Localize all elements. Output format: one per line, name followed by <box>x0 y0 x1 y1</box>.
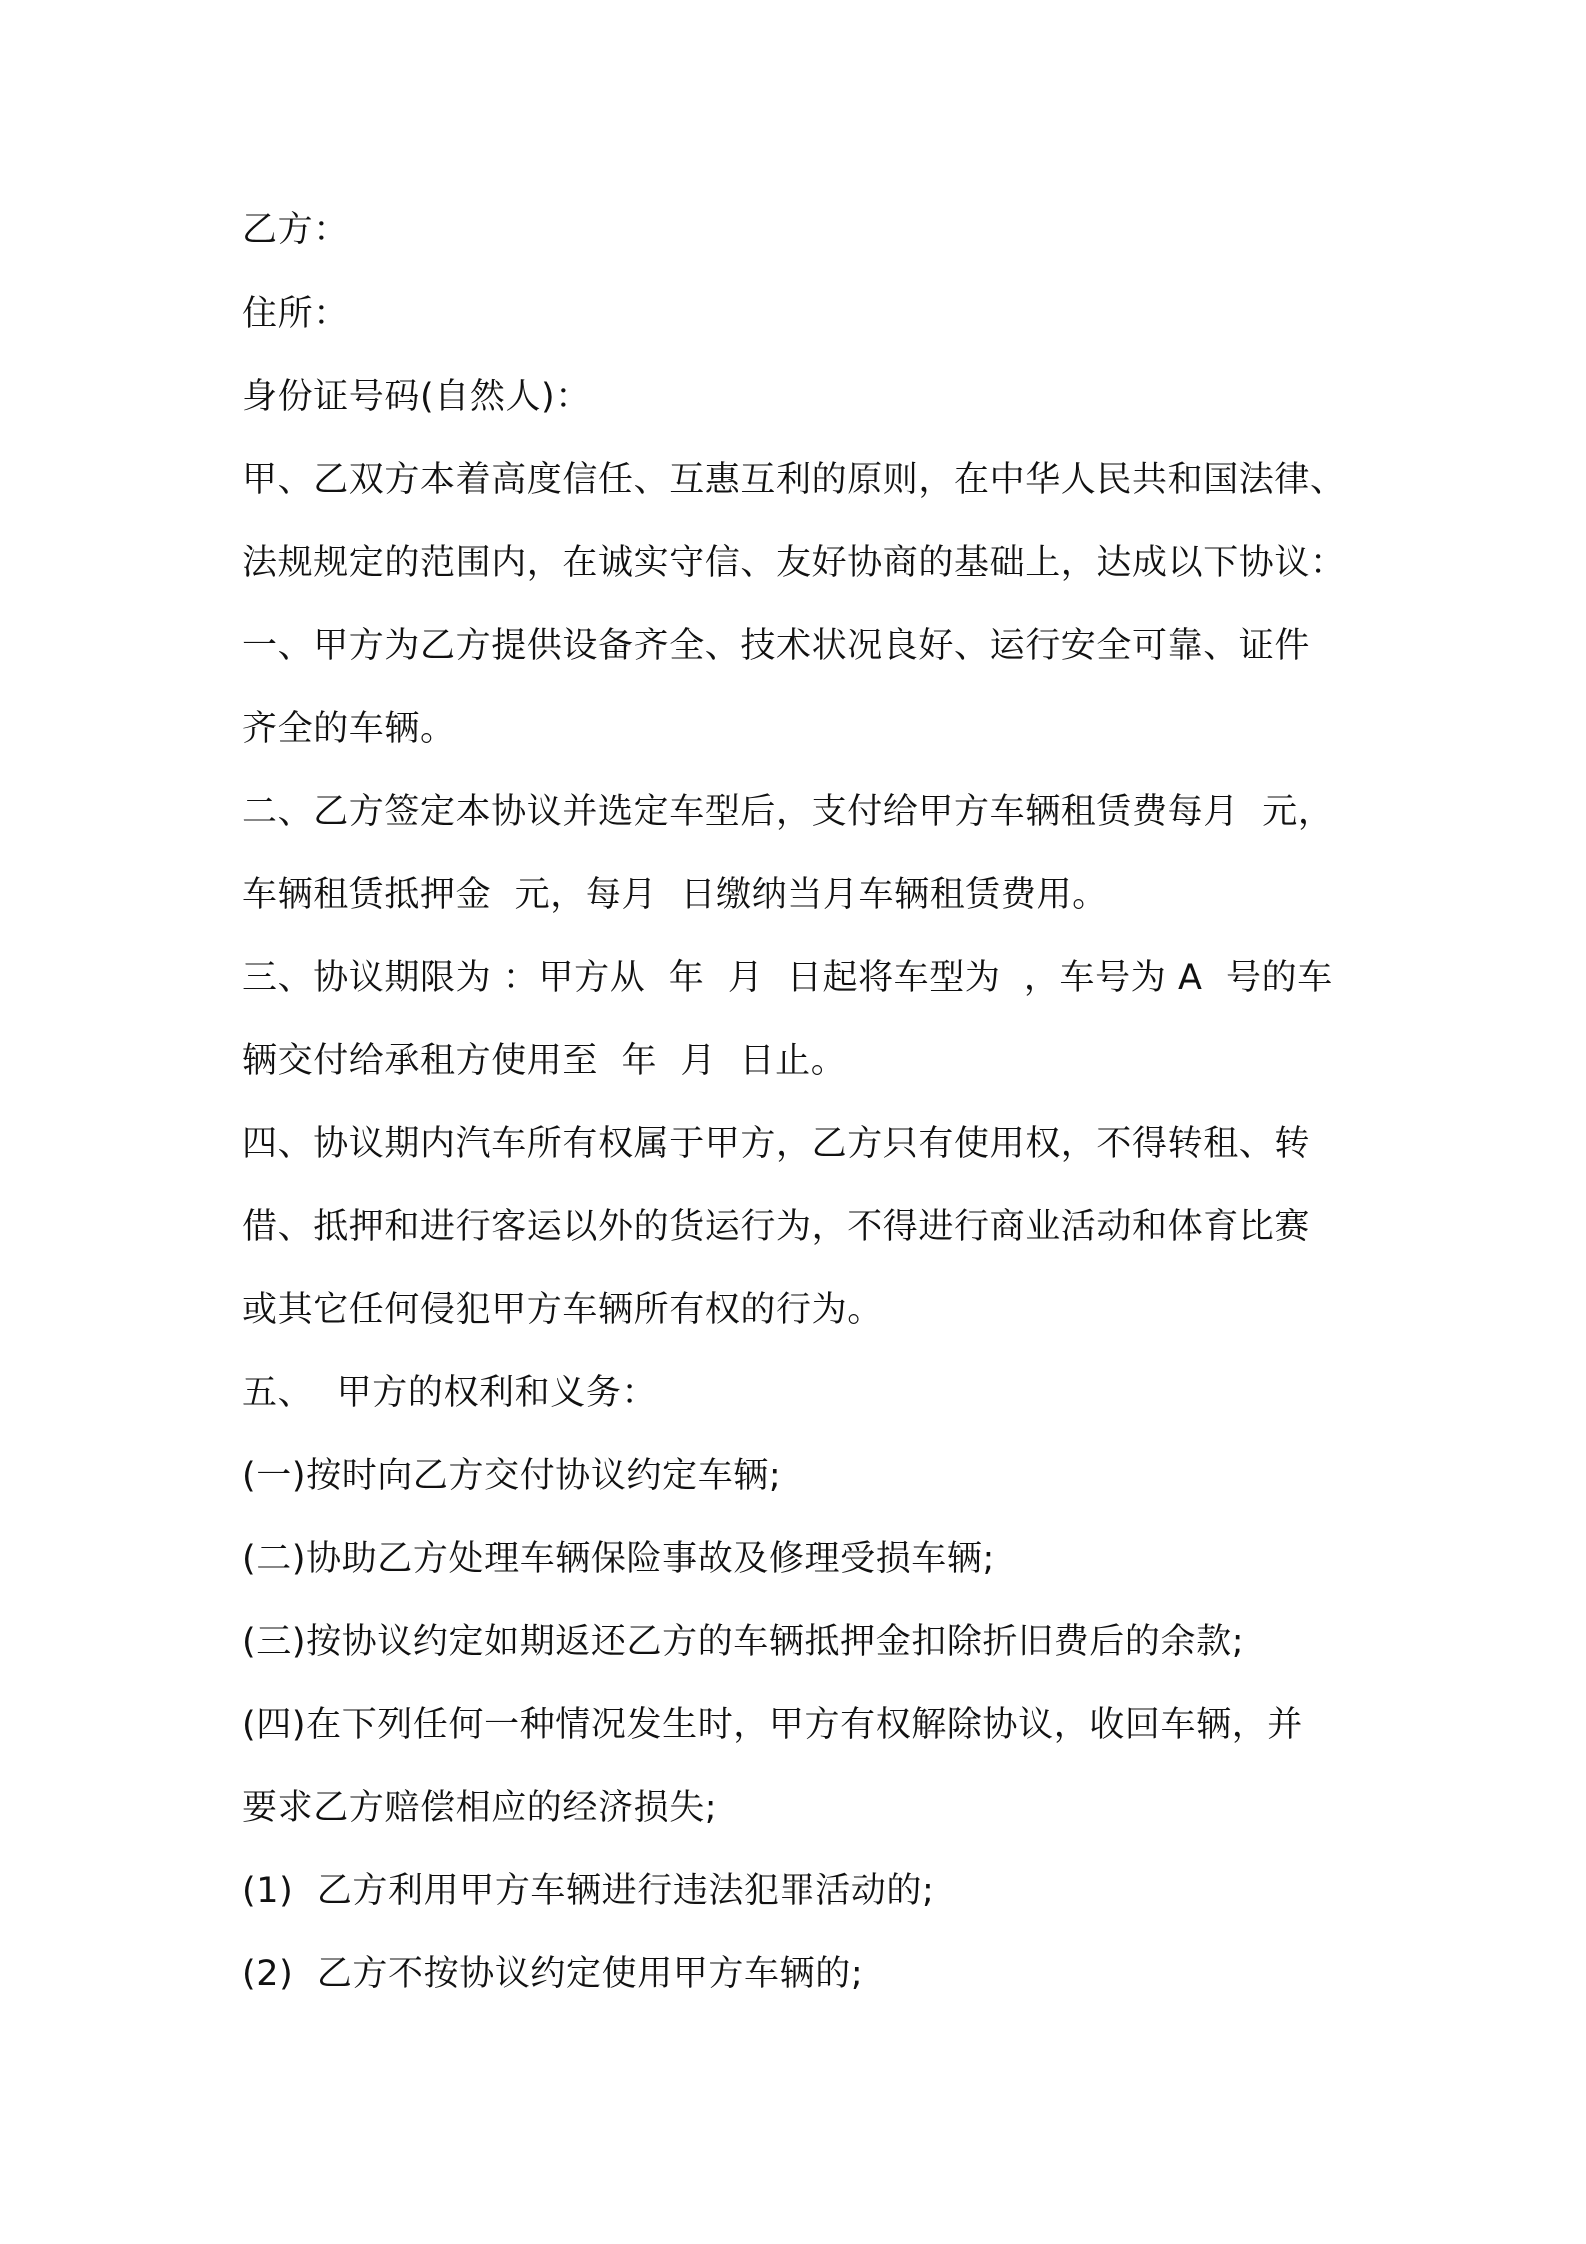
clause-2-line-1: 二、乙方签定本协议并选定车型后，支付给甲方车辆租赁费每月 元， <box>242 792 1334 832</box>
id-number-label: 身份证号码(自然人)： <box>242 377 591 417</box>
residence-label: 住所： <box>242 294 349 334</box>
clause-5-item-2: (二)协助乙方处理车辆保险事故及修理受损车辆; <box>242 1539 995 1579</box>
clause-3-line-2: 辆交付给承租方使用至 年 月 日止。 <box>242 1041 847 1081</box>
party-b-label: 乙方： <box>242 210 349 250</box>
clause-1-line-2: 齐全的车辆。 <box>242 709 456 749</box>
clause-5-subitem-2: (2) 乙方不按协议约定使用甲方车辆的; <box>242 1954 864 1994</box>
clause-5-item-4-line-1: (四)在下列任何一种情况发生时，甲方有权解除协议，收回车辆，并 <box>242 1705 1303 1745</box>
clause-2-line-2: 车辆租赁抵押金 元，每月 日缴纳当月车辆租赁费用。 <box>242 875 1108 915</box>
clause-4-line-2: 借、抵押和进行客运以外的货运行为，不得进行商业活动和体育比赛 <box>242 1207 1311 1247</box>
clause-4-line-1: 四、协议期内汽车所有权属于甲方，乙方只有使用权，不得转租、转 <box>242 1124 1311 1164</box>
clause-4-line-3: 或其它任何侵犯甲方车辆所有权的行为。 <box>242 1290 883 1330</box>
preamble-line-1: 甲、乙双方本着高度信任、互惠互利的原则，在中华人民共和国法律、 <box>242 460 1346 500</box>
clause-5-item-4-line-2: 要求乙方赔偿相应的经济损失; <box>242 1788 718 1828</box>
clause-1-line-1: 一、甲方为乙方提供设备齐全、技术状况良好、运行安全可靠、证件 <box>242 626 1311 666</box>
clause-3-line-1: 三、协议期限为 ：甲方从 年 月 日起将车型为 ，车号为 A 号的车 <box>242 958 1333 998</box>
clause-5-heading: 五、 甲方的权利和义务： <box>242 1373 658 1413</box>
clause-5-subitem-1: (1) 乙方利用甲方车辆进行违法犯罪活动的; <box>242 1871 935 1911</box>
clause-5-item-3: (三)按协议约定如期返还乙方的车辆抵押金扣除折旧费后的余款; <box>242 1622 1245 1662</box>
preamble-line-2: 法规规定的范围内，在诚实守信、友好协商的基础上，达成以下协议： <box>242 543 1346 583</box>
clause-5-item-1: (一)按时向乙方交付协议约定车辆; <box>242 1456 782 1496</box>
